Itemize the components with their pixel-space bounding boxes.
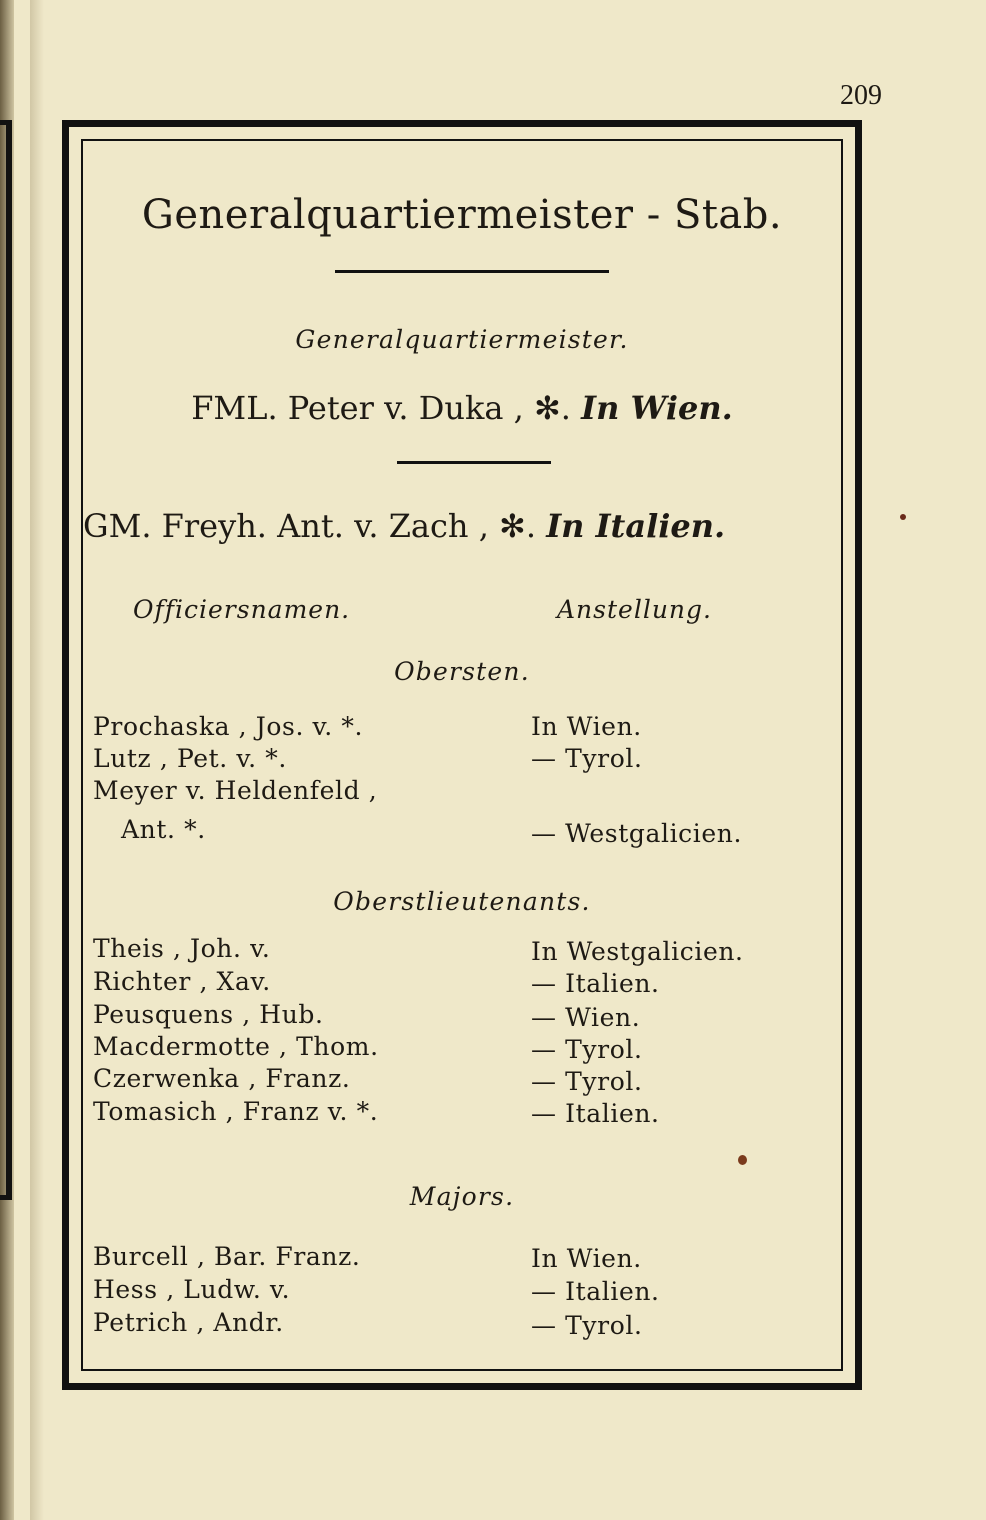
table-row-post: — Italien. <box>531 969 660 998</box>
table-row-post: In Westgalicien. <box>531 937 744 966</box>
table-row-name: Tomasich , Franz v. *. <box>93 1097 379 1126</box>
table-row-post: — Italien. <box>531 1099 660 1128</box>
second-location: In Italien. <box>546 507 726 545</box>
generalquartiermeister-entry <box>69 389 855 427</box>
table-row-name: Prochaska , Jos. v. *. <box>93 712 364 741</box>
table-row-post: — Italien. <box>531 1277 660 1306</box>
order-star-icon: ✻. <box>499 507 537 545</box>
page-number: 209 <box>840 80 882 111</box>
order-star-icon: ✻. <box>533 389 571 427</box>
table-row-post: — Westgalicien. <box>531 819 743 848</box>
table-row-post: — Wien. <box>531 1003 641 1032</box>
table-row-name: Lutz , Pet. v. *. <box>93 744 287 773</box>
page-title: Generalquartiermeister - Stab. <box>141 192 783 238</box>
table-row-post: — Tyrol. <box>531 744 643 773</box>
section-heading-majors: Majors. <box>409 1182 515 1211</box>
table-row-name: Burcell , Bar. Franz. <box>93 1242 361 1271</box>
table-row-name: Macdermotte , Thom. <box>93 1032 379 1061</box>
section-heading-obersten: Obersten. <box>394 657 530 686</box>
table-row-name: Czerwenka , Franz. <box>93 1064 351 1093</box>
table-row-name: Richter , Xav. <box>93 967 271 996</box>
table-row-post: In Wien. <box>531 1244 642 1273</box>
page-frame <box>62 120 862 1390</box>
section-heading-oberstlieutenants: Oberstlieutenants. <box>333 887 591 916</box>
table-row-name: Peusquens , Hub. <box>93 1000 324 1029</box>
divider-rule <box>335 270 609 273</box>
table-row-name: Hess , Ludw. v. <box>93 1275 291 1304</box>
table-row-name: Meyer v. Heldenfeld , <box>93 776 378 805</box>
generalquartiermeister-name: FML. Peter v. Duka , <box>191 389 524 427</box>
page-fold-shadow <box>30 0 44 1520</box>
divider-rule-short <box>397 461 551 464</box>
table-row-name: Theis , Joh. v. <box>93 934 271 963</box>
table-row-post: In Wien. <box>531 712 642 741</box>
facing-page-frame <box>0 120 12 1200</box>
table-row-post: — Tyrol. <box>531 1067 643 1096</box>
second-entry <box>83 507 725 545</box>
table-row-post: — Tyrol. <box>531 1035 643 1064</box>
column-header-name: Officiersnamen. <box>133 595 351 624</box>
table-row-name: Petrich , Andr. <box>93 1308 284 1337</box>
table-row-post: — Tyrol. <box>531 1311 643 1340</box>
ink-speck <box>738 1155 747 1165</box>
ink-speck <box>900 514 906 520</box>
generalquartiermeister-heading: Generalquartiermeister. <box>295 325 629 354</box>
page-content <box>69 127 869 1397</box>
generalquartiermeister-location: In Wien. <box>581 389 733 427</box>
second-name: GM. Freyh. Ant. v. Zach , <box>83 507 489 545</box>
table-row-name: Ant. *. <box>121 815 206 844</box>
column-header-post: Anstellung. <box>557 595 712 624</box>
